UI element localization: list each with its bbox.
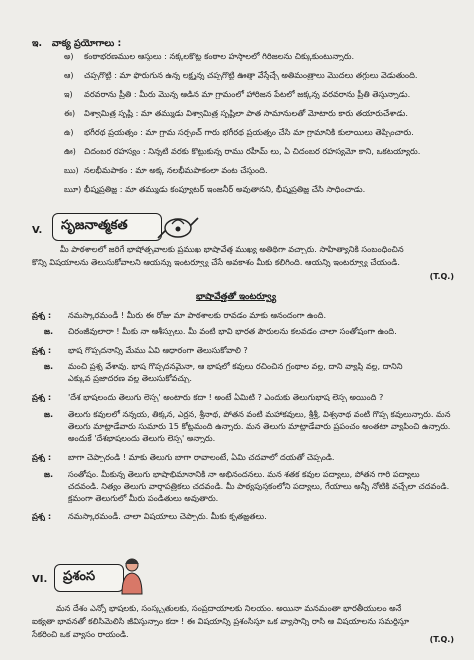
section-v-title-box — [52, 213, 162, 241]
vakya-heading-text: వాక్య ప్రయోగాలు : — [51, 38, 122, 49]
dialogue-line: చదవండి. నిత్యం తెలుగు వార్తాపత్రికలు చదవండి. మీ పాఠ్యపుస్తకంలోని పద్యాలు, గేయాలు అన్నీ నోటికి వచ్చేలా చదవండి. — [68, 481, 450, 491]
vakya-item: విశ్వామిత్ర సృష్టి : మా తమ్ముడు విశ్వామిత్ర సృష్టిలా పాత సామానులతో మోటారు కారు తయారుచేశాడు. — [84, 108, 408, 118]
vakya-item: నలభీమపాకం : మా అక్క నలభీమపాకంలా వంట చేస్తుంది. — [84, 165, 268, 175]
section-vi-body-line: సేకరించి ఒక వ్యాసం రాయండి. — [32, 629, 129, 639]
vakya-item: భగీరథ ప్రయత్నం : మా గ్రామ సర్పంచ్ గారు భగీరథ ప్రయత్నం చేసి మా గ్రామానికి కులాయిలు తెప్పించారు. — [84, 127, 414, 137]
dialogue-line: బాగా చెప్పారండి ! మాకు తెలుగు బాగా రావాలంటే, ఏమి చదవాలో దయతో చెప్పండి. — [68, 452, 335, 462]
dialogue-tag: జ. — [44, 469, 54, 479]
dialogue-tag: ప్రశ్న : — [32, 345, 52, 355]
vakya-item-num: ఊ) — [64, 147, 76, 156]
vakya-item: వరవరాను ప్రీతి : మీరు మొన్న ఆడిన మా గ్రామంలో హారిజన పేటలో జక్కన్న వరవరాను ప్రీతి తెస్తున్నాడు. — [84, 89, 411, 99]
person-illustration-icon — [116, 556, 148, 596]
dialogue-line: మంచి ప్రశ్న వేశావు. భాష గొప్పదనమైనా, ఆ భాషలో కవులు రచించిన గ్రంథాల వల్ల, దాని వ్యాప్తి వల్ల, దానిని — [68, 361, 403, 371]
section-v-intro-line: కొన్ని విషయాలను తెలుసుకోవాలని ఆయన్ను ఇంటర్వ్యూ చేసే అవకాశం మీకు కలిగింది. ఆయన్ని ఇంటర్వ్యూ చేయండి. — [32, 257, 400, 267]
vakya-item: చప్పగొట్టి : మా ఫొరుగున ఉన్న లక్ష్మన్న చప్పగొట్టి ఊత్తా వేస్తేచ్చే అతిమంత్రాలు మొదలు తగ్గులు వెడుతుంది. — [84, 70, 418, 80]
dialogue-line: నమస్కారమండీ. చాలా విషయాలు చెప్పారు. మీకు కృతజ్ఞతలు. — [68, 511, 267, 521]
dialogue-tag: ప్రశ్న : — [32, 452, 52, 462]
dialogue-line: క్రమంగా తెలుగులో మీరు పండితులు అవుతారు. — [68, 493, 219, 503]
vakya-item-num: ౠ) — [64, 185, 82, 194]
section-v-intro-line: మీ పాఠశాలలో జరిగే భాషోత్సవాలకు ప్రముఖ భాషావేత్త ముఖ్య అతిథిగా వచ్చారు. సాహిత్యానికి సంబంధించిన — [60, 244, 404, 254]
dialogue-tag: జ. — [44, 326, 54, 336]
vakya-item: భీష్మప్రతిజ్ఞ : మా తమ్ముడు కంప్యూటర్ ఇంజనీర్ అవుతానని, భీష్మప్రతిజ్ఞ చేసి సాధించాడు. — [84, 184, 366, 194]
dialogue-line: తెలుగు మాట్లాడేవారు సుమారు 15 కోట్లమంది ఉన్నారు. మన తెలుగు మాట్లాడేవారు ప్రపంచం అంతటా వ్యాపించి ఉన్నారు. — [68, 421, 451, 431]
dialogue-tag: ప్రశ్న : — [32, 511, 52, 521]
dialogue-line: భాష గొప్పదనాన్ని మేము ఏవి ఆధారంగా తెలుసుకోవాలి ? — [68, 345, 248, 355]
vakya-item-num: ఉ) — [64, 128, 74, 137]
section-v-title: సృజనాత్మకత — [61, 218, 128, 233]
dialogue-line: 'దేశ భాషలందు తెలుగు లెస్స' అంటారు కదా ! అంటే ఏమిటి ? ఎందుకు తెలుగుభాష లెస్స అయింది ? — [68, 392, 384, 402]
section-vi-number: VI. — [32, 574, 48, 585]
vakya-item-num: ఇ) — [64, 90, 73, 99]
section-v-number: V. — [32, 225, 43, 236]
dialogue-tag: జ. — [44, 361, 54, 371]
vakya-item: కంఠాభరణముల ఆస్తులు : నక్కలకొట్ల కంఠాల హస్తాలలో గిరిజలను చిక్కుకుంటున్నారు. — [84, 51, 355, 61]
vakya-item: చిదంబర రహస్యం : నిన్నటి వరకు కొట్టుకున్న రాము రహీమ్ లు, ఏ చిదంబర రహస్యమో కాని, ఒకటయ్యారు. — [84, 146, 421, 156]
vakya-heading — [32, 38, 121, 51]
dialogue-line: తెలుగు కవులలో నన్నయ, తిక్కన, ఎర్రన, శ్రీనాథ, పోతన వంటి మహాకవులు, శ్రీశ్రీ, విశ్వనాథ వంటి గొప్ప కవులున్నారు. మన — [68, 409, 451, 419]
interview-subtitle: భాషావేత్తతో ఇంటర్వ్యూ — [196, 292, 277, 302]
section-vi-body-line: ఐక్యతా భావనతో కలిసిమెలిసి జీవిస్తున్నాం కదా ! ఈ విషయాన్ని ప్రశంసిస్తూ ఒక వ్యాసాన్ని రాసి ఆ విషయాలను సమర్థిస్తూ — [32, 616, 410, 626]
section-v-tq: (T.Q.) — [429, 272, 454, 281]
writing-hand-illustration-icon — [156, 208, 200, 244]
dialogue-tag: జ. — [44, 409, 54, 419]
section-vi-body-line: మన దేశం ఎన్నో భాషలకు, సంస్కృతులకు, సంప్రదాయాలకు నిలయం. అయినా మనమంతా భారతీయులం అనే — [56, 603, 402, 613]
dialogue-line: నమస్కారమండీ ! మీరు ఈ రోజు మా పాఠశాలకు రావడం మాకు ఆనందంగా ఉంది. — [68, 310, 327, 320]
section-vi-title-box — [54, 564, 124, 592]
vakya-item-num: ఋ) — [64, 166, 79, 175]
vakya-item-num: ఆ) — [64, 71, 74, 80]
dialogue-line: ఎక్కువ ప్రజాదరణ వల్ల తెలుసుకోవచ్చు. — [68, 373, 192, 383]
vakya-item-num: ఈ) — [64, 109, 76, 118]
dialogue-tag: ప్రశ్న : — [32, 310, 52, 320]
dialogue-tag: ప్రశ్న : — [32, 392, 52, 402]
dialogue-line: సంతోషం. మీకున్న తెలుగు భాషాభిమానానికి నా అభినందనలు. మన శతక కవుల పద్యాలు, పోతన గారి పద్యాలు — [68, 469, 420, 479]
vakya-heading-prefix: ఇ. — [32, 38, 43, 49]
dialogue-line: అందుకే 'దేశభాషలందు తెలుగు లెస్స' అన్నారు. — [68, 433, 216, 443]
dialogue-line: చిరంజీవులారా ! మీకు నా ఆశీస్సులు. మీ వంటి భావి భారత పౌరులను కలవడం చాలా సంతోషంగా ఉంది. — [68, 326, 397, 336]
section-vi-tq: (T.Q.) — [429, 635, 454, 644]
vakya-item-num: అ) — [64, 52, 74, 61]
section-vi-title: ప్రశంస — [63, 569, 96, 584]
